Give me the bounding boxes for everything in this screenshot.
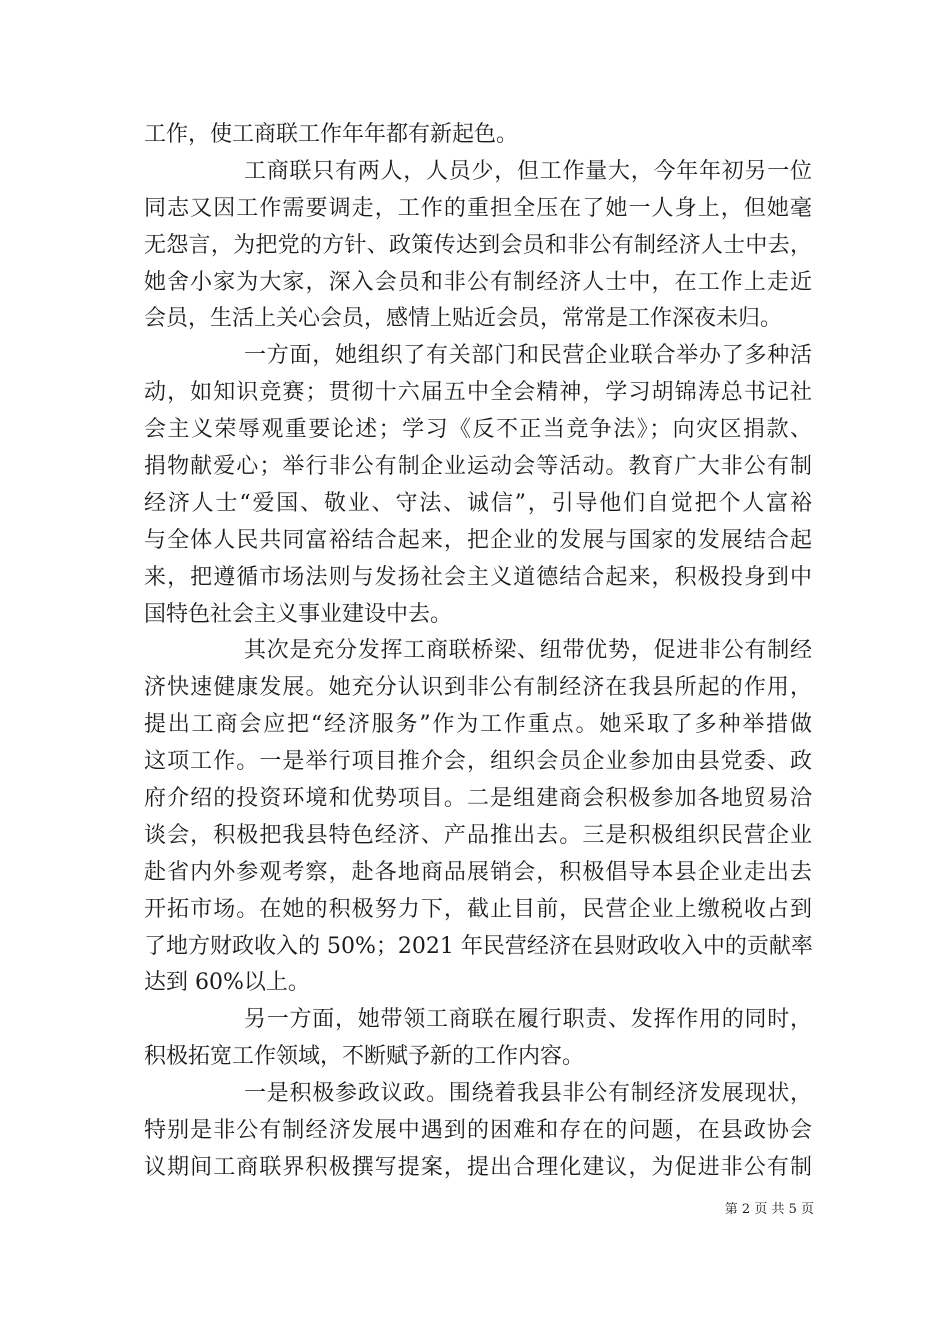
text-line: 其次是充分发挥工商联桥梁、纽带优势，促进非公有制经	[244, 638, 812, 664]
text-line: 府介绍的投资环境和优势项目。二是组建商会积极参加各地贸易洽	[144, 786, 812, 812]
text-line: 同志又因工作需要调走，工作的重担全压在了她一人身上，但她毫	[144, 195, 812, 221]
text-line: 工商联只有两人，人员少，但工作量大，今年年初另一位	[244, 158, 812, 184]
text-line: 积极拓宽工作领域，不断赋予新的工作内容。	[144, 1044, 585, 1070]
text-line: 特别是非公有制经济发展中遇到的困难和存在的问题，在县政协会	[144, 1118, 812, 1144]
text-line: 会主义荣辱观重要论述；学习《反不正当竞争法》；向灾区捐款、	[144, 417, 812, 443]
text-line: 国特色社会主义事业建设中去。	[144, 601, 453, 627]
text-line: 赴省内外参观考察，赴各地商品展销会，积极倡导本县企业走出去	[144, 859, 812, 885]
text-line: 经济人士“爱国、敬业、守法、诚信”，引导他们自觉把个人富裕	[144, 490, 812, 516]
text-line: 来，把遵循市场法则与发扬社会主义道德结合起来，积极投身到中	[144, 564, 812, 590]
text-line: 了地方财政收入的 50%；2021 年民营经济在县财政收入中的贡献率	[144, 933, 813, 959]
text-line: 另一方面，她带领工商联在履行职责、发挥作用的同时，	[244, 1007, 812, 1033]
text-line: 会员，生活上关心会员，感情上贴近会员，常常是工作深夜未归。	[144, 306, 783, 332]
text-line: 开拓市场。在她的积极努力下，截止目前，民营企业上缴税收占到	[144, 896, 812, 922]
text-line: 一方面，她组织了有关部门和民营企业联合举办了多种活	[244, 343, 812, 369]
text-line: 这项工作。一是举行项目推介会，组织会员企业参加由县党委、政	[144, 749, 812, 775]
text-line: 无怨言，为把党的方针、政策传达到会员和非公有制经济人士中去，	[144, 232, 812, 258]
text-line: 动，如知识竞赛；贯彻十六届五中全会精神，学习胡锦涛总书记社	[144, 380, 812, 406]
text-line: 提出工商会应把“经济服务”作为工作重点。她采取了多种举措做	[144, 712, 812, 738]
text-line: 达到 60%以上。	[144, 970, 310, 996]
text-line: 济快速健康发展。她充分认识到非公有制经济在我县所起的作用，	[144, 675, 812, 701]
document-body	[144, 117, 812, 1187]
text-line: 议期间工商联界积极撰写提案，提出合理化建议，为促进非公有制	[144, 1154, 812, 1180]
text-line: 她舍小家为大家，深入会员和非公有制经济人士中，在工作上走近	[144, 269, 812, 295]
text-line: 捐物献爱心；举行非公有制企业运动会等活动。教育广大非公有制	[144, 454, 812, 480]
page-footer: 第 2 页 共 5 页	[724, 1202, 814, 1217]
text-line: 谈会，积极把我县特色经济、产品推出去。三是积极组织民营企业	[144, 822, 812, 848]
text-line: 一是积极参政议政。围绕着我县非公有制经济发展现状，	[244, 1081, 812, 1107]
text-line: 与全体人民共同富裕结合起来，把企业的发展与国家的发展结合起	[144, 527, 812, 553]
text-line: 工作，使工商联工作年年都有新起色。	[144, 122, 519, 147]
